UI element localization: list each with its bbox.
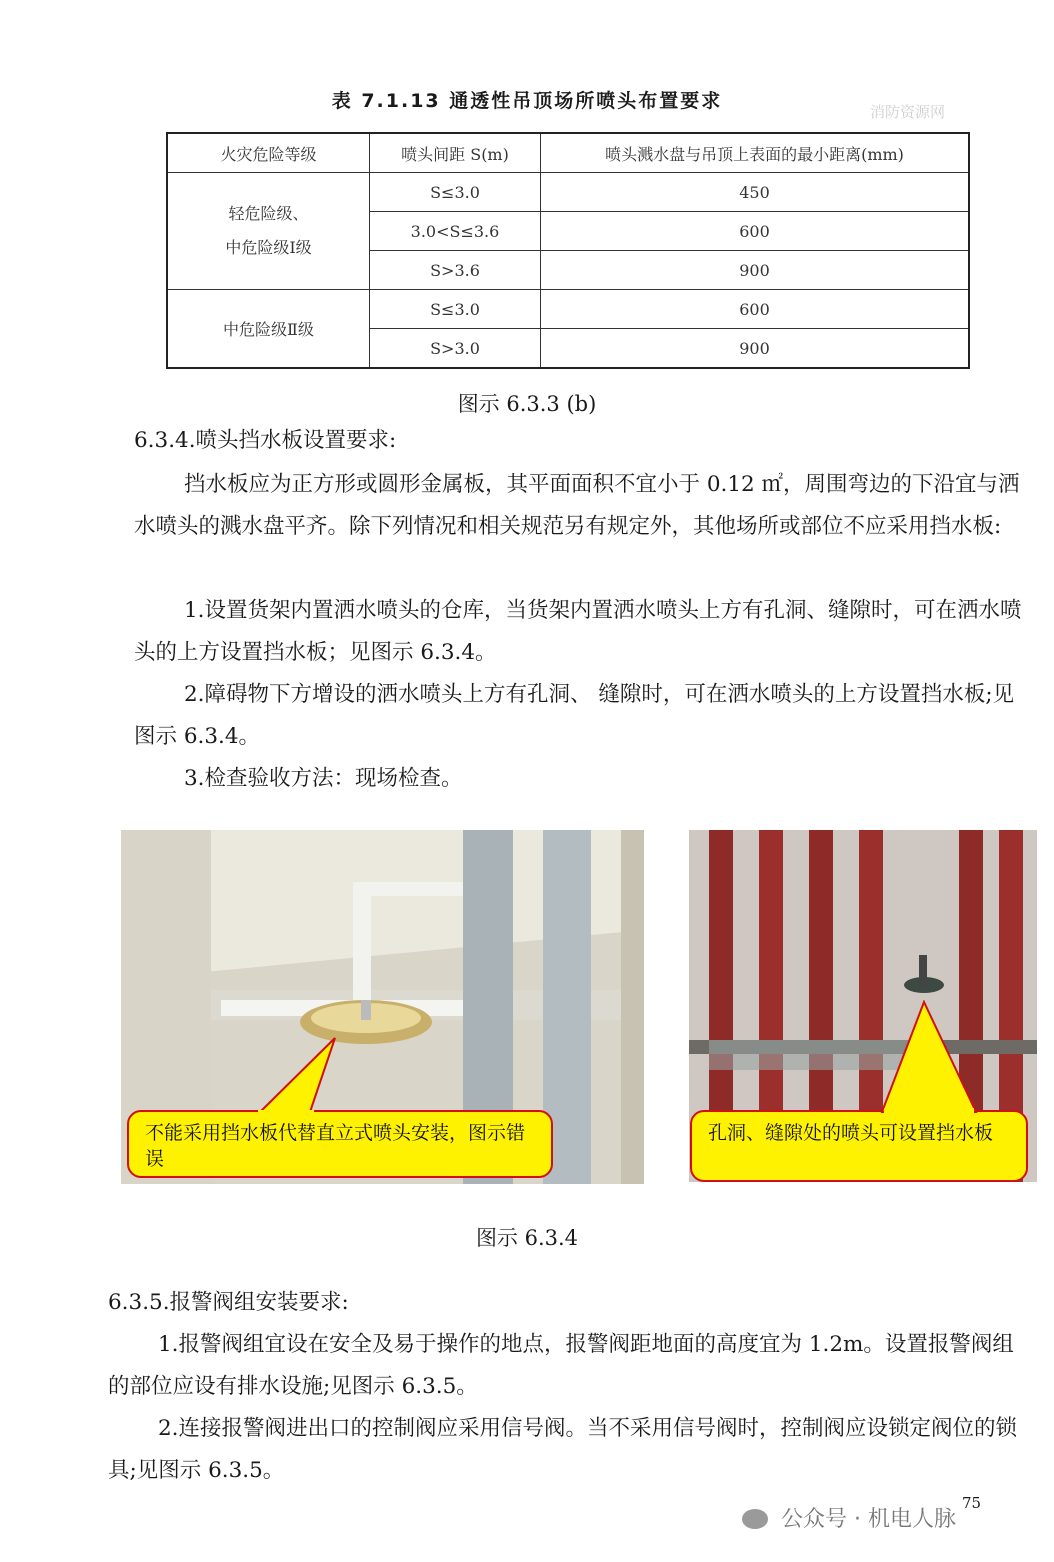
distance-cell: 900 xyxy=(541,329,970,369)
spacing-cell: S≤3.0 xyxy=(370,290,541,329)
list-item-634-3: 3.检查验收方法：现场检查。 xyxy=(184,766,463,791)
header-hazard-level: 火灾危险等级 xyxy=(167,133,370,173)
table-title: 表 7.1.13 通透性吊顶场所喷头布置要求 xyxy=(331,90,723,112)
callout-pointer xyxy=(240,1036,340,1116)
list-item-634-1: 1.设置货架内置洒水喷头的仓库，当货架内置洒水喷头上方有孔洞、缝隙时，可在洒水喷头的上方设置挡水板；见图示 6.3.4。 xyxy=(134,598,1022,665)
table-header-row xyxy=(167,133,969,173)
paragraph-634-intro: 挡水板应为正方形或圆形金属板，其平面面积不宜小于 0.12 ㎡，周围弯边的下沿宜与洒水喷头的溅水盘平齐。除下列情况和相关规范另有规定外，其他场所或部位不应采用挡水板: xyxy=(134,472,1020,539)
section-heading-634: 6.3.4.喷头挡水板设置要求: xyxy=(134,428,397,453)
figure-caption-634: 图示 6.3.4 xyxy=(475,1226,579,1250)
header-spacing: 喷头间距 S(m) xyxy=(370,133,541,173)
table-row xyxy=(167,173,969,212)
distance-cell: 450 xyxy=(541,173,970,212)
hazard-level-line: 中危险级Ⅰ级 xyxy=(225,238,312,257)
distance-cell: 900 xyxy=(541,251,970,290)
list-item-635-2: 2.连接报警阀进出口的控制阀应采用信号阀。当不采用信号阀时，控制阀应设锁定阀位的锁具;见图示 6.3.5。 xyxy=(108,1416,1018,1483)
spacing-cell: S≤3.0 xyxy=(370,173,541,212)
spacing-cell: 3.0<S≤3.6 xyxy=(370,212,541,251)
watermark-text: 消防资源网 xyxy=(870,103,946,121)
callout-baffle-allowed: 孔洞、缝隙处的喷头可设置挡水板 xyxy=(690,1110,1028,1182)
footer-watermark-text: 公众号 · 机电人脉 xyxy=(781,1507,956,1532)
distance-cell: 600 xyxy=(541,290,970,329)
list-item-635-1: 1.报警阀组宜设在安全及易于操作的地点，报警阀距地面的高度宜为 1.2m。设置报警阀组的部位应设有排水设施;见图示 6.3.5。 xyxy=(108,1332,1014,1399)
wechat-icon xyxy=(742,1509,768,1529)
table-row xyxy=(167,290,969,329)
spacing-cell: S>3.6 xyxy=(370,251,541,290)
section-heading-635: 6.3.5.报警阀组安装要求: xyxy=(108,1290,349,1315)
callout-wrong-install: 不能采用挡水板代替直立式喷头安装，图示错误 xyxy=(127,1110,553,1178)
header-min-distance: 喷头溅水盘与吊顶上表面的最小距离(mm) xyxy=(541,133,970,173)
hazard-level-cell: 中危险级Ⅱ级 xyxy=(167,290,370,369)
list-item-634-2: 2.障碍物下方增设的洒水喷头上方有孔洞、 缝隙时，可在洒水喷头的上方设置挡水板;见图示 6.3.4。 xyxy=(134,682,1015,749)
sprinkler-spec-table xyxy=(166,132,970,369)
spacing-cell: S>3.0 xyxy=(370,329,541,369)
callout-pointer xyxy=(880,1000,1000,1116)
distance-cell: 600 xyxy=(541,212,970,251)
figure-caption-633b: 图示 6.3.3 (b) xyxy=(457,392,597,416)
footer-watermark xyxy=(742,1502,956,1533)
hazard-level-line: 轻危险级、 xyxy=(228,204,309,223)
hazard-level-cell xyxy=(167,173,370,290)
page-number: 75 xyxy=(962,1494,982,1512)
